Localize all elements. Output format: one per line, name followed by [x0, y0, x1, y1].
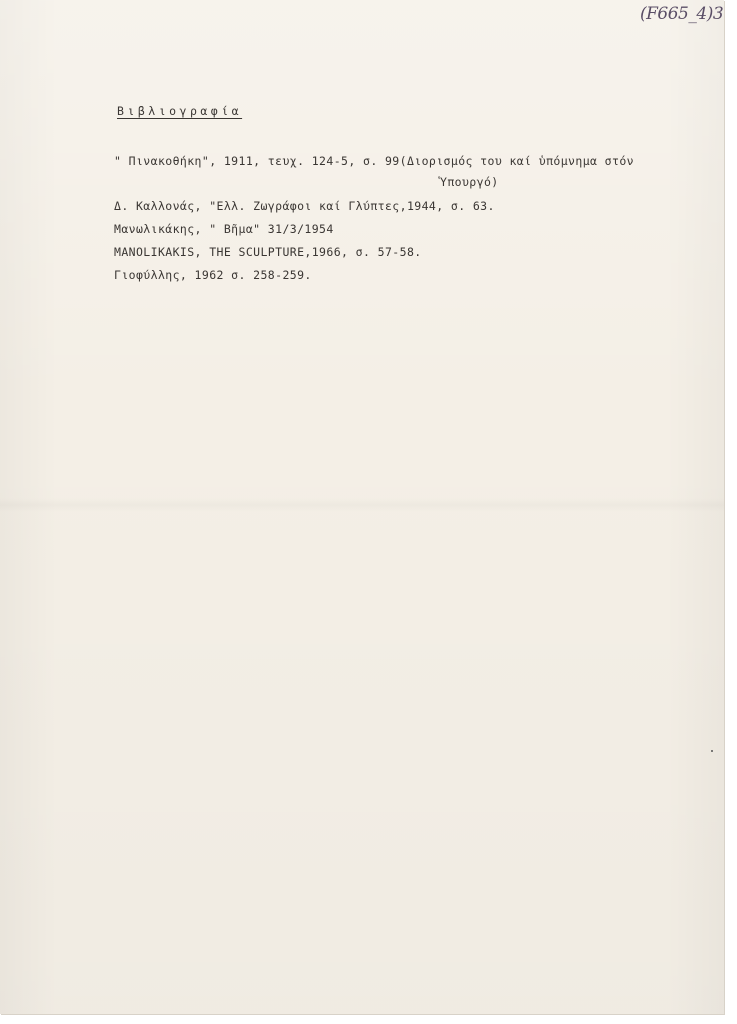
handwritten-reference-note: (F665_4)3: [640, 4, 724, 24]
bibliography-entry: MANOLIKAKIS, THE SCULPTURE,1966, σ. 57-58.: [114, 245, 422, 259]
bibliography-entry: Δ. Καλλονάς, "Ελλ. Ζωγράφοι καί Γλύπτες,1944, σ. 63.: [114, 199, 495, 213]
bibliography-entry: Μανωλικάκης, " Βῆμα" 31/3/1954: [114, 222, 334, 236]
paper-fold-line: [0, 498, 724, 512]
bibliography-entry-continuation: Ὑπουργό): [440, 175, 499, 189]
bibliography-entry: " Πινακοθήκη", 1911, τευχ. 124-5, σ. 99(Διορισμός του καί ὑπόμνημα στόν: [114, 154, 634, 168]
bibliography-heading: Βιβλιογραφία: [117, 104, 243, 118]
paper-speck: [711, 750, 713, 752]
bibliography-entry: Γιοφύλλης, 1962 σ. 258-259.: [114, 268, 312, 282]
